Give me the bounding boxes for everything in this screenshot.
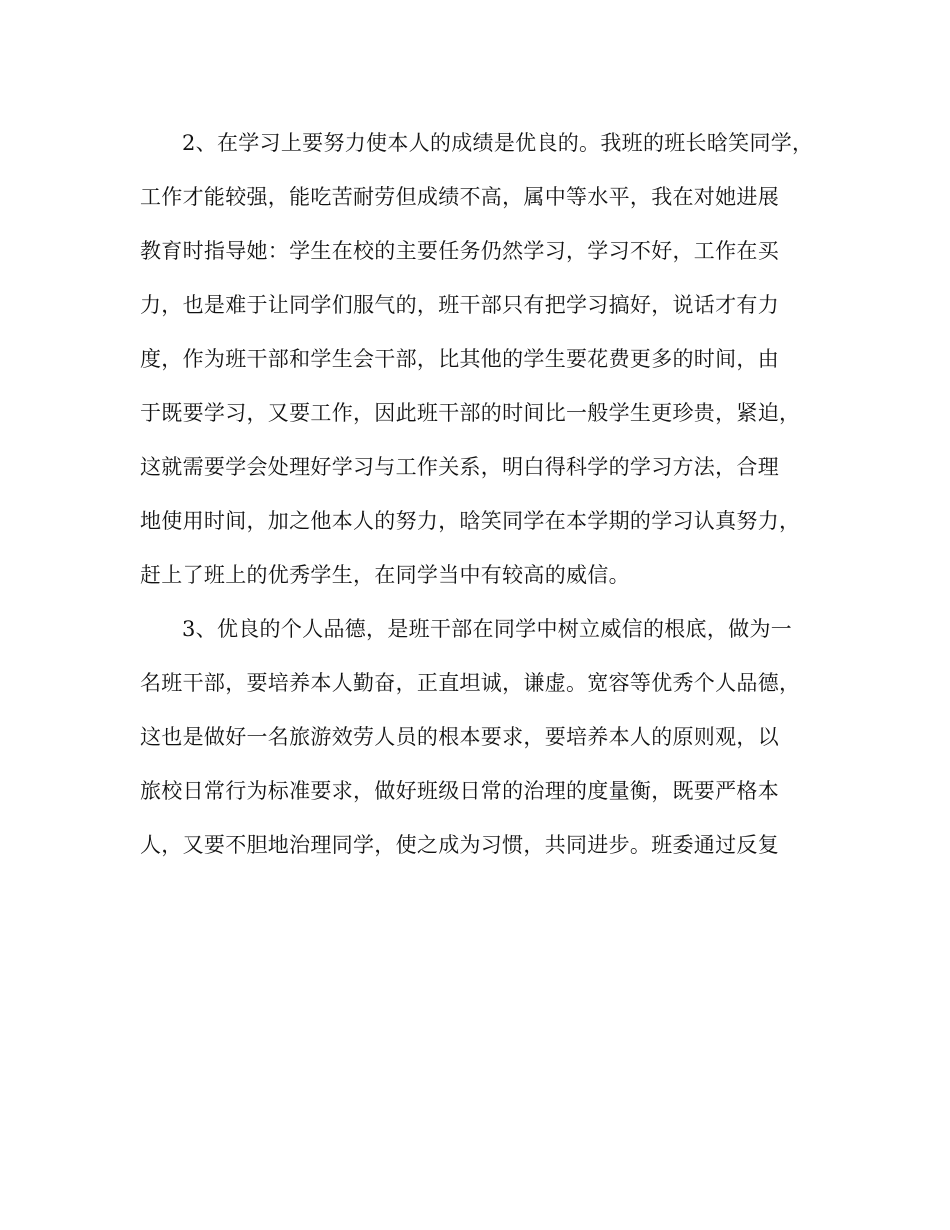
- text-line: 3、优良的个人品德，是班干部在同学中树立威信的根底，做为一: [182, 617, 793, 641]
- paragraph-3: [140, 613, 820, 883]
- text-line: 2、在学习上要努力使本人的成绩是优良的。我班的班长晗笑同学，: [182, 131, 814, 155]
- text-line: 地使用时间，加之他本人的努力，晗笑同学在本学期的学习认真努力，: [140, 509, 801, 533]
- text-line: 于既要学习，又要工作，因此班干部的时间比一般学生更珍贵，紧迫，: [140, 401, 801, 425]
- text-line: 度，作为班干部和学生会干部，比其他的学生要花费更多的时间，由: [140, 347, 779, 371]
- document-body: [140, 127, 820, 883]
- text-line: 人，又要不胆地治理同学，使之成为习惯，共同进步。班委通过反复: [140, 833, 779, 857]
- paragraph-2: [140, 127, 820, 613]
- text-line: 旅校日常行为标准要求，做好班级日常的治理的度量衡，既要严格本: [140, 779, 779, 803]
- text-line: 名班干部，要培养本人勤奋，正直坦诚，谦虚。宽容等优秀个人品德，: [140, 671, 801, 695]
- text-line: 教育时指导她：学生在校的主要任务仍然学习，学习不好，工作在买: [140, 239, 779, 263]
- text-line: 力，也是难于让同学们服气的，班干部只有把学习搞好，说话才有力: [140, 293, 779, 317]
- text-line: 工作才能较强，能吃苦耐劳但成绩不高，属中等水平，我在对她进展: [140, 185, 779, 209]
- text-line: 赶上了班上的优秀学生，在同学当中有较高的威信。: [140, 563, 630, 587]
- text-line: 这也是做好一名旅游效劳人员的根本要求，要培养本人的原则观，以: [140, 725, 779, 749]
- text-line: 这就需要学会处理好学习与工作关系，明白得科学的学习方法，合理: [140, 455, 779, 479]
